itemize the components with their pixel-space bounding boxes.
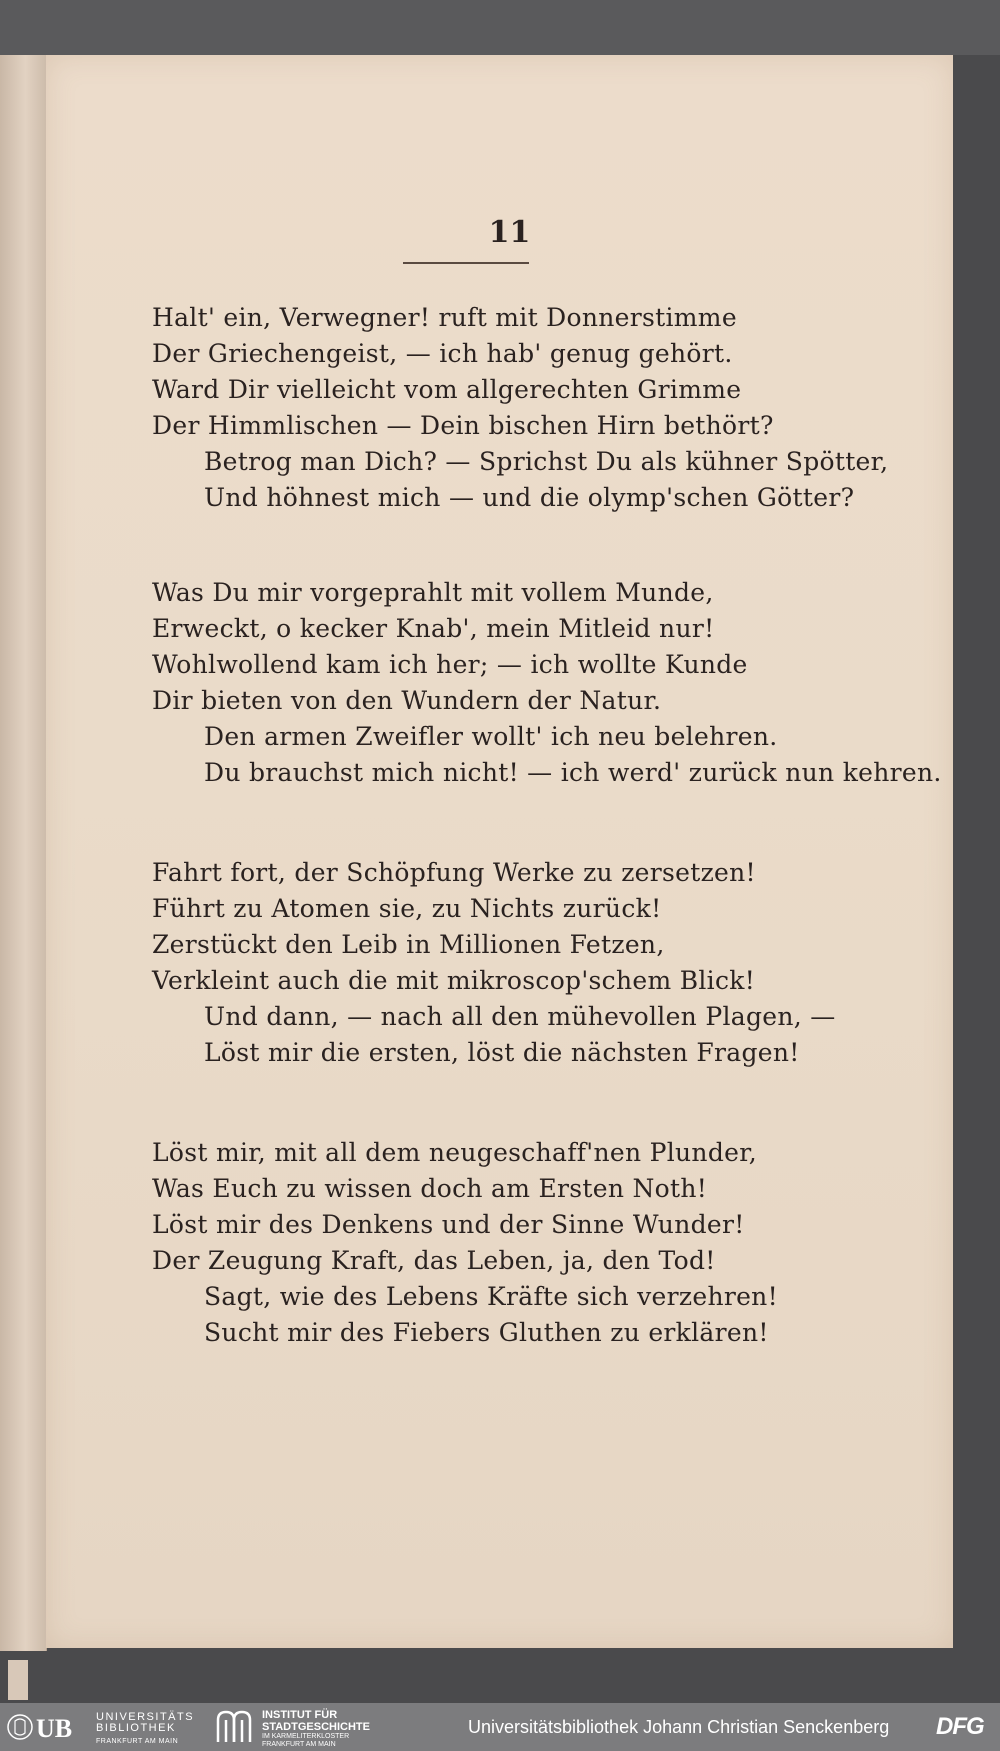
poem-line: Der Zeugung Kraft, das Leben, ja, den Tod! [152,1246,716,1275]
book-page-edge [0,55,47,1651]
poem-line: Löst mir, mit all dem neugeschaff'nen Plunder, [152,1138,757,1167]
poem-line: Was Euch zu wissen doch am Ersten Noth! [152,1174,708,1203]
ub-logo-icon [6,1711,92,1743]
ub-line-1: UNIVERSITÄTS [96,1711,195,1723]
poem-line: Den armen Zweifler wollt' ich neu belehren. [204,722,778,751]
poem-stanza-1 [152,300,888,516]
isg-line-3: IM KARMELITERKLOSTER [262,1733,350,1740]
footer-bar [0,1703,1000,1751]
poem-line: Der Griechengeist, — ich hab' genug gehört. [152,339,733,368]
poem-line: Sucht mir des Fiebers Gluthen zu erklären! [204,1318,769,1347]
poem-stanza-3 [152,855,836,1071]
ub-line-2: BIBLIOTHEK [96,1722,176,1734]
page-number-rule [403,262,529,264]
viewer-top-band [0,0,1000,55]
poem-line: Und dann, — nach all den mühevollen Plagen, — [204,1002,836,1031]
poem-line: Löst mir des Denkens und der Sinne Wunder! [152,1210,745,1239]
footer-library-name: Universitätsbibliothek Johann Christian Senckenberg [468,1717,890,1737]
dfg-logo: DFG [936,1713,984,1740]
poem-stanza-2 [152,575,942,791]
poem-line: Der Himmlischen — Dein bischen Hirn bethört? [152,411,774,440]
isg-line-1: INSTITUT FÜR [262,1709,338,1721]
poem-line: Löst mir die ersten, löst die nächsten Fragen! [204,1038,800,1067]
page-edge-tab [8,1660,28,1700]
poem-line: Was Du mir vorgeprahlt mit vollem Munde, [152,578,714,607]
isg-logo-icon [214,1710,254,1744]
poem-line: Betrog man Dich? — Sprichst Du als kühner Spötter, [204,447,889,476]
isg-line-2: STADTGESCHICHTE [262,1721,370,1733]
scanned-page [46,55,953,1648]
ub-logo-mark: UB [36,1714,73,1743]
poem-line: Verkleint auch die mit mikroscop'schem Blick! [152,966,756,995]
poem-line: Halt' ein, Verwegner! ruft mit Donnerstimme [152,303,737,332]
isg-logo-text [262,1709,370,1749]
ub-logo-text [96,1712,194,1747]
poem-line: Führt zu Atomen sie, zu Nichts zurück! [152,894,662,923]
poem-line: Du brauchst mich nicht! — ich werd' zurück nun kehren. [204,758,942,787]
poem-line: Ward Dir vielleicht vom allgerechten Grimme [152,375,742,404]
poem-line: Zerstückt den Leib in Millionen Fetzen, [152,930,665,959]
ub-line-3: FRANKFURT AM MAIN [96,1738,179,1745]
poem-line: Erweckt, o kecker Knab', mein Mitleid nur! [152,614,715,643]
page-number: 11 [488,215,531,250]
poem-line: Sagt, wie des Lebens Kräfte sich verzehren! [204,1282,778,1311]
isg-line-4: FRANKFURT AM MAIN [262,1741,336,1748]
poem-line: Fahrt fort, der Schöpfung Werke zu zersetzen! [152,858,756,887]
poem-line: Wohlwollend kam ich her; — ich wollte Kunde [152,650,748,679]
poem-line: Dir bieten von den Wundern der Natur. [152,686,662,715]
poem-line: Und höhnest mich — und die olymp'schen Götter? [204,483,855,512]
poem-stanza-4 [152,1135,778,1351]
